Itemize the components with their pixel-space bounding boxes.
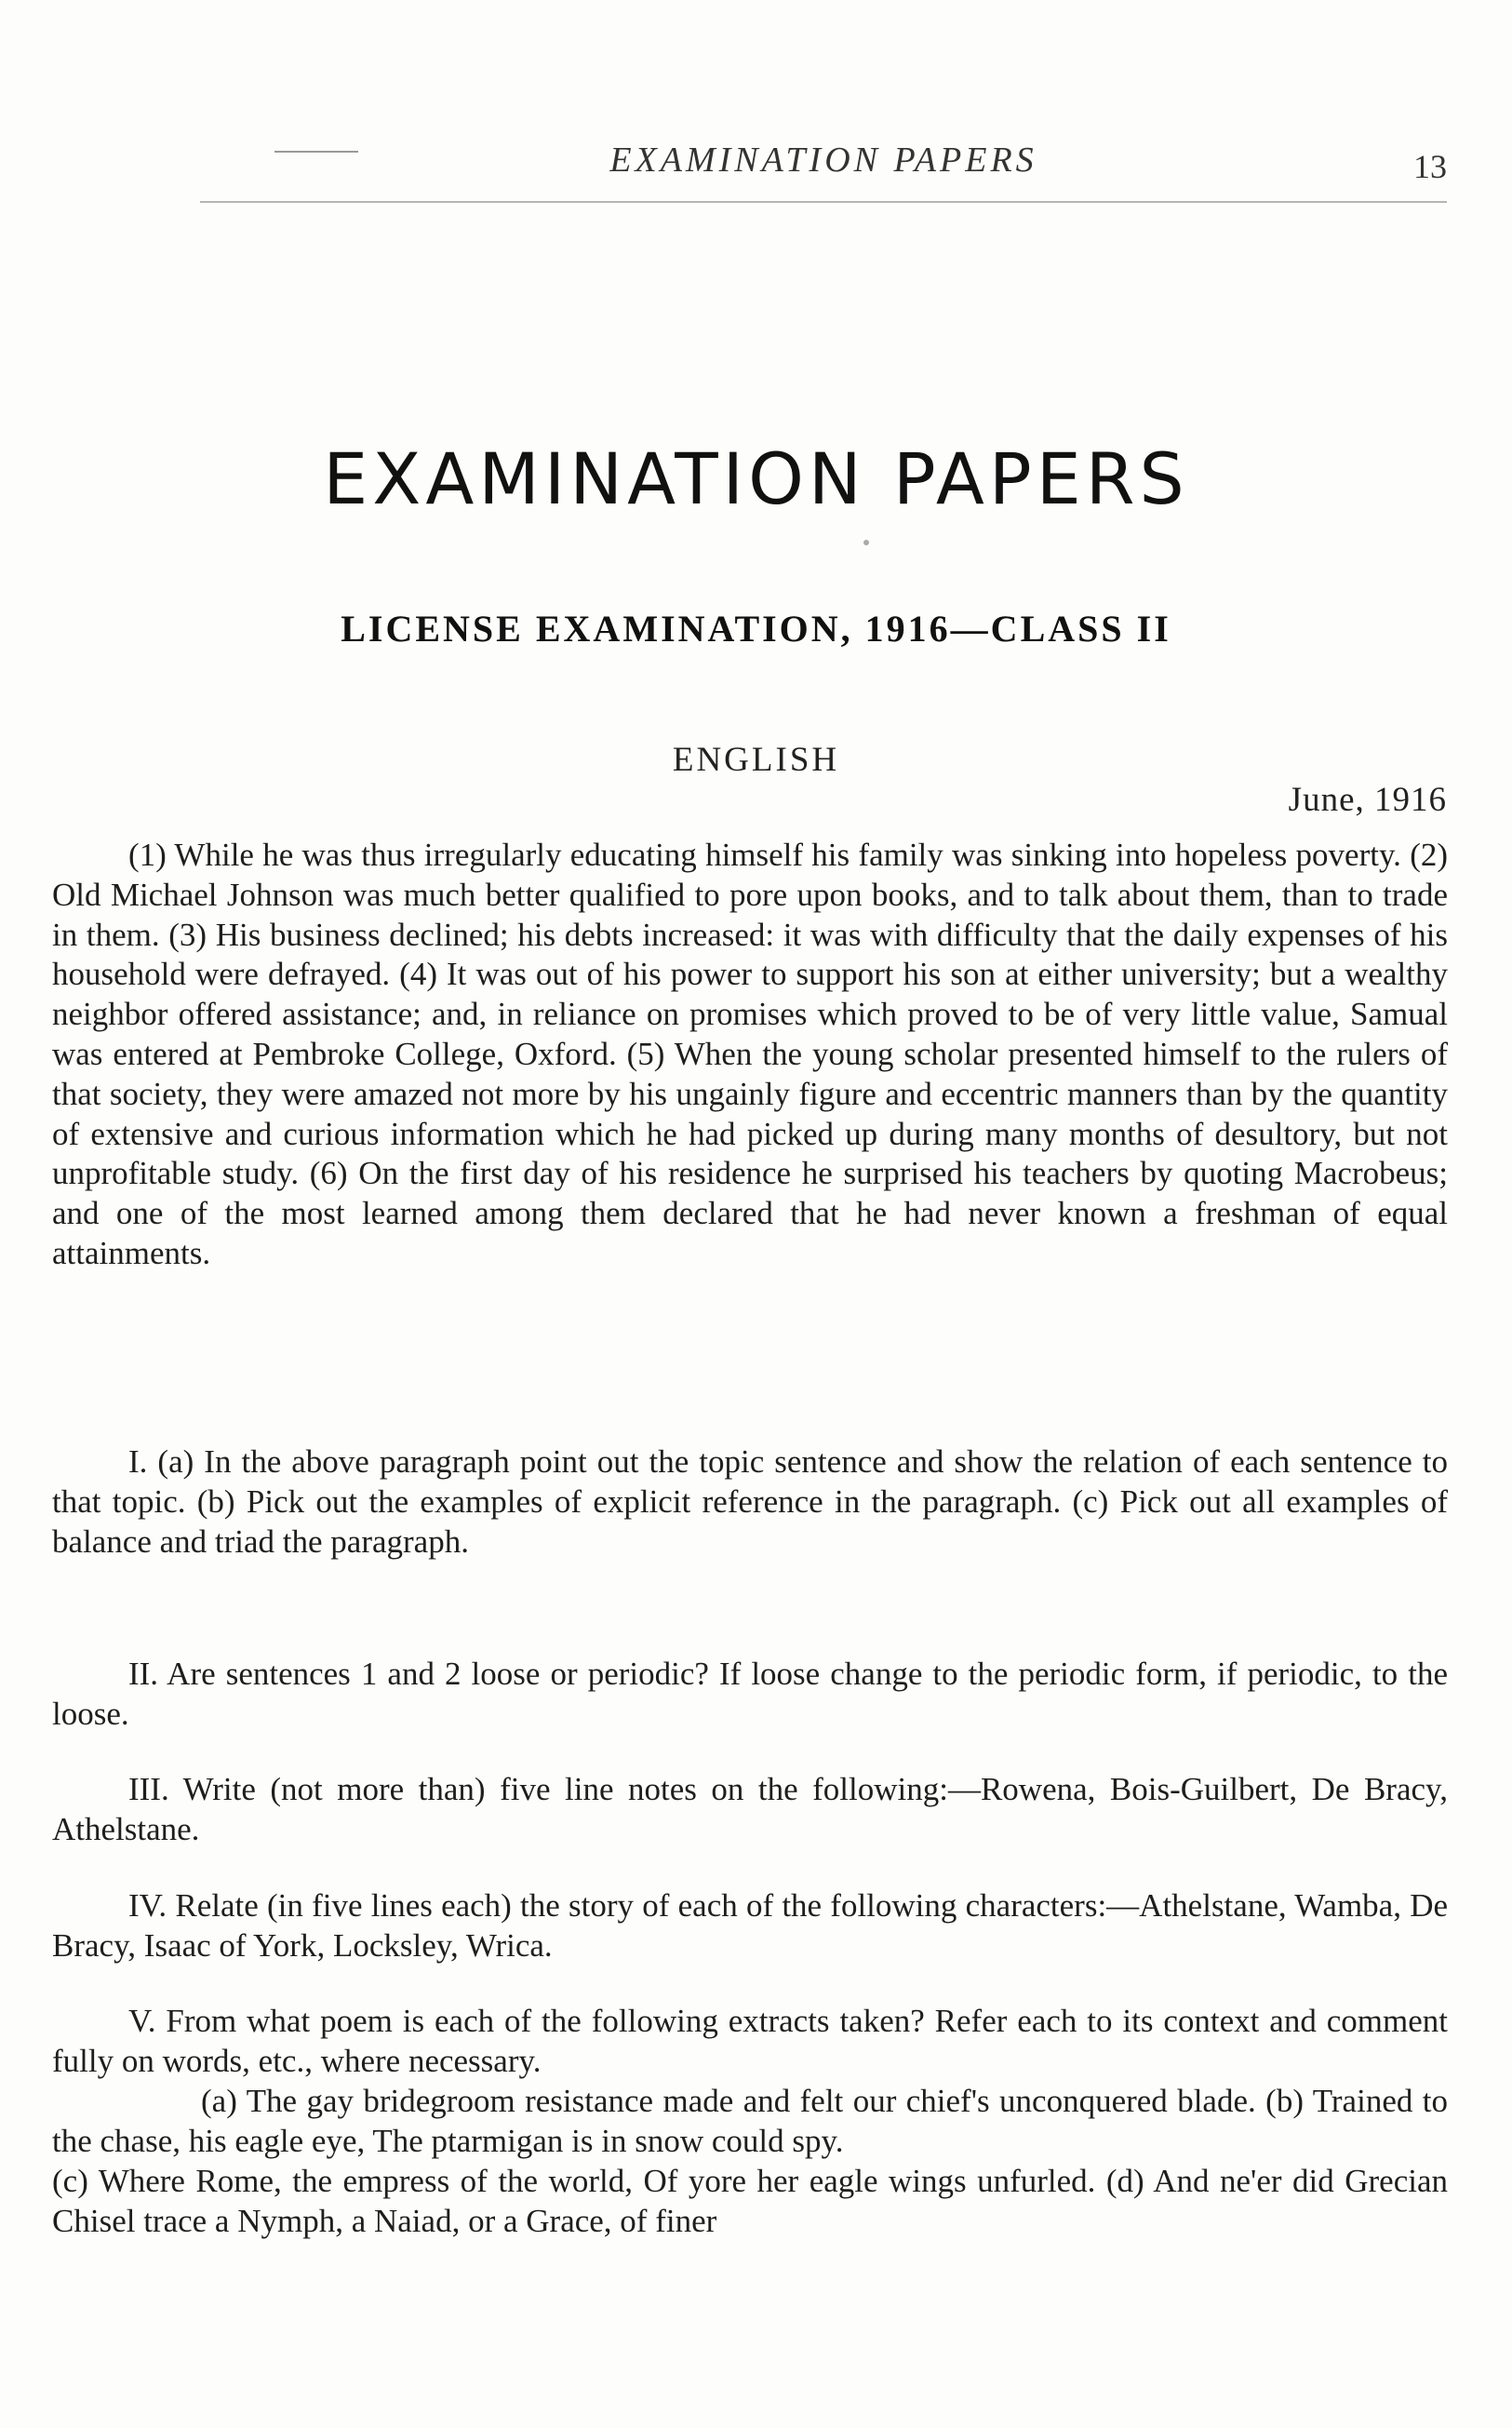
question-1: I. (a) In the above paragraph point out the topic sentence and show the relation of each sentence to that topic. (b) Pick out the examples of explicit reference in the paragraph. (c) Pick out all examples of balance and triad the paragraph. [52, 1443, 1448, 1560]
running-header [200, 140, 1447, 205]
header-rule [200, 201, 1447, 203]
exam-subtitle: LICENSE EXAMINATION, 1916—CLASS II [341, 608, 1171, 650]
question-5-extracts-c-d: (c) Where Rome, the empress of the world, Of yore her eagle wings unfurled. (d) And ne'er did Grecian Chisel trace a Nymph, a Naiad, or a Grace, of finer [52, 2163, 1448, 2239]
question-5-extracts-a-b: (a) The gay bridegroom resistance made and felt our chief's unconquered blade. (b) Trained to the chase, his eagle eye, The ptarmigan is in snow could spy. [52, 2083, 1448, 2159]
passage-paragraph: (1) While he was thus irregularly educating himself his family was sinking into hopeless poverty. (2) Old Michael Johnson was much better qualified to pore upon books, and to talk about them, than to trade in them. (3) His business declined; his debts increased: it was with difficulty that the daily expenses of his household were defrayed. (4) It was out of his power to support his son at either university; but a wealthy neighbor offered assistance; and, in reliance on promises which proved to be of very little value, Samual was entered at Pembroke College, Oxford. (5) When the young scholar presented himself to the rulers of that society, they were amazed not more by his ungainly figure and eccentric manners than by the quantity of extensive and curious information which he had picked up during many months of desultory, but not unprofitable study. (6) On the first day of his residence he surprised his teachers by quoting Macrobeus; and one of the most learned among them declared that he had never known a freshman of equal attainments. [52, 837, 1448, 1271]
decorative-dot [863, 540, 869, 545]
question-5: V. From what poem is each of the following extracts taken? Refer each to its context and comment fully on words, etc., where necessary. [52, 2003, 1448, 2079]
question-4: IV. Relate (in five lines each) the story of each of the following characters:—Athelstane, Wamba, De Bracy, Isaac of York, Locksley, Wrica. [52, 1887, 1448, 1964]
running-title: EXAMINATION PAPERS [609, 141, 1037, 180]
question-2: II. Are sentences 1 and 2 loose or periodic? If loose change to the periodic form, if periodic, to the loose. [52, 1656, 1448, 1732]
exam-date: June, 1916 [1288, 781, 1447, 819]
page-number: 13 [1413, 148, 1447, 185]
section-title: ENGLISH [672, 741, 840, 779]
question-3: III. Write (not more than) five line notes on the following:—Rowena, Bois-Guilbert, De Bracy, Athelstane. [52, 1771, 1448, 1847]
page-title: EXAMINATION PAPERS [323, 437, 1189, 520]
